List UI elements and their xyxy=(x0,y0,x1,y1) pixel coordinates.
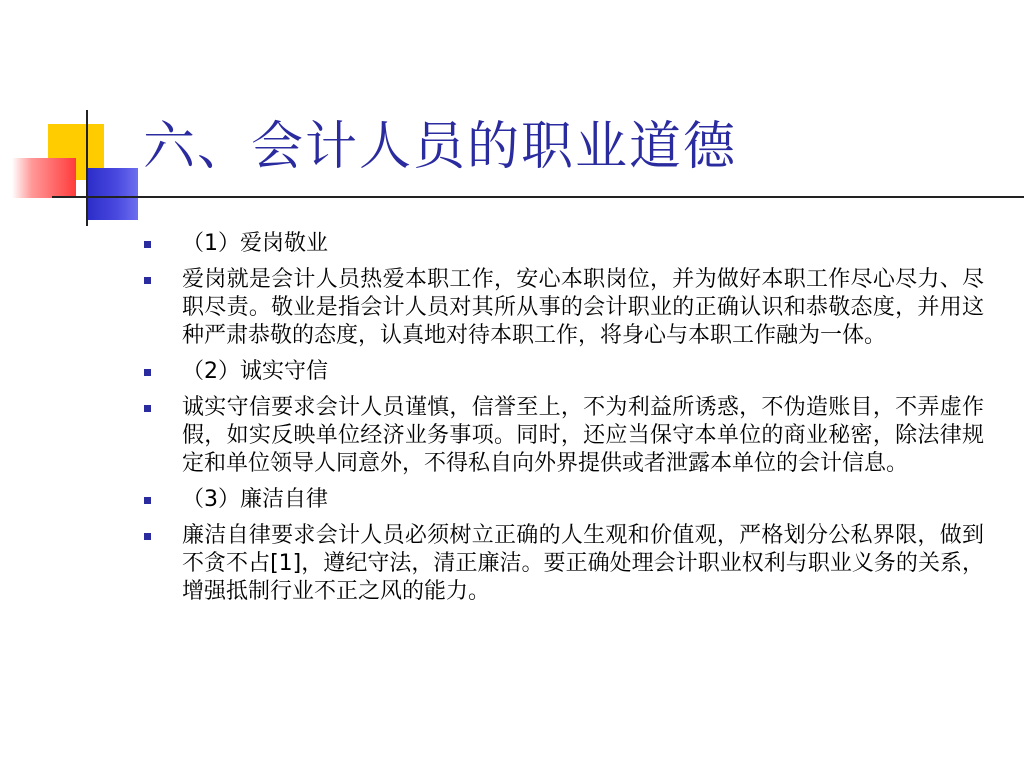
slide-title: 六、会计人员的职业道德 xyxy=(143,117,738,177)
list-item-text: （3）廉洁自律 xyxy=(182,487,328,512)
square-bullet-icon xyxy=(144,277,151,284)
list-item xyxy=(144,486,984,514)
decorative-vertical-line xyxy=(86,110,88,226)
list-item-text: 诚实守信要求会计人员谨慎，信誉至上，不为利益所诱惑，不伪造账目，不弄虚作假，如实反映单位经济业务事项。同时，还应当保守本单位的商业秘密，除法律规定和单位领导人同意外，不得私自向外界提供或者泄露本单位的会计信息。 xyxy=(182,395,984,476)
decorative-blue-square xyxy=(86,168,138,220)
decorative-red-square xyxy=(12,158,76,198)
list-item-text: （1）爱岗敬业 xyxy=(182,231,328,256)
square-bullet-icon xyxy=(144,241,151,248)
title-underline-divider xyxy=(52,196,1024,198)
list-item-text: （2）诚实守信 xyxy=(182,359,328,384)
list-item-text: 爱岗就是会计人员热爱本职工作，安心本职岗位，并为做好本职工作尽心尽力、尽职尽责。敬业是指会计人员对其所从事的会计职业的正确认识和恭敬态度，并用这种严肃恭敬的态度，认真地对待本职工作，将身心与本职工作融为一体。 xyxy=(182,267,984,348)
list-item xyxy=(144,522,984,606)
list-item xyxy=(144,266,984,350)
list-item-text: 廉洁自律要求会计人员必须树立正确的人生观和价值观，严格划分公私界限，做到不贪不占[1]，遵纪守法，清正廉洁。要正确处理会计职业权利与职业义务的关系，增强抵制行业不正之风的能力。 xyxy=(182,523,984,604)
bullet-list xyxy=(144,230,984,614)
list-item xyxy=(144,394,984,478)
list-item xyxy=(144,230,984,258)
square-bullet-icon xyxy=(144,405,151,412)
square-bullet-icon xyxy=(144,497,151,504)
list-item xyxy=(144,358,984,386)
square-bullet-icon xyxy=(144,533,151,540)
square-bullet-icon xyxy=(144,369,151,376)
